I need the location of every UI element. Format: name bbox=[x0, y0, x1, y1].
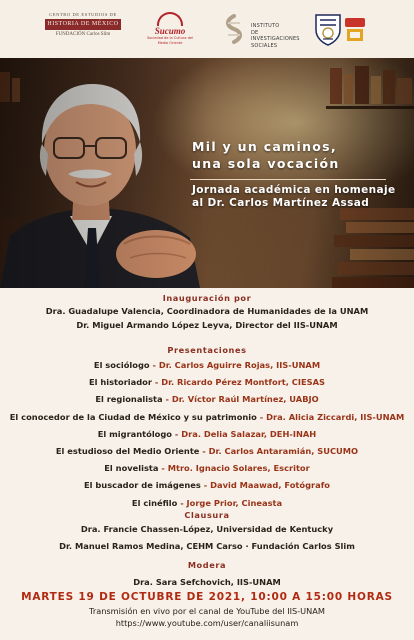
presentacion-role: El cinéfilo bbox=[131, 497, 178, 508]
cehm-logo-box: HISTORIA DE MÉXICO bbox=[45, 19, 121, 30]
title-divider bbox=[190, 179, 386, 180]
presentacion-item bbox=[0, 429, 414, 439]
presentacion-role: El estudioso del Medio Oriente bbox=[55, 446, 200, 456]
presentacion-speaker: Jorge Prior, Cineasta bbox=[186, 497, 283, 508]
presentacion-separator: - bbox=[162, 394, 172, 405]
hero-banner bbox=[0, 58, 414, 288]
presentacion-speaker: David Maawad, Fotógrafo bbox=[210, 480, 331, 491]
presentacion-role: El sociólogo bbox=[93, 360, 150, 370]
program bbox=[0, 290, 414, 640]
event-subtitle: Jornada académica en homenaje al Dr. Carlos Martínez Assad bbox=[192, 184, 396, 209]
presentacion-role: El novelista bbox=[104, 463, 159, 474]
heading-presentaciones: Presentaciones bbox=[167, 345, 247, 355]
presentacion-speaker: Dra. Delia Salazar, DEH-INAH bbox=[181, 428, 317, 439]
presentacion-speaker: Dra. Alicia Ziccardi, IIS-UNAM bbox=[266, 411, 405, 422]
presentacion-item bbox=[0, 394, 414, 404]
heading-modera: Modera bbox=[187, 560, 227, 570]
presentacion-separator: - bbox=[256, 411, 267, 422]
cehm-logo-bottom: FUNDACIÓN Carlos Slim bbox=[55, 32, 111, 37]
presentacion-item bbox=[0, 377, 414, 387]
presentacion-role: El historiador bbox=[88, 377, 152, 388]
cehm-logo bbox=[40, 12, 126, 48]
event-title: Mil y un caminos, una sola vocación bbox=[192, 139, 340, 171]
inauguracion-line: Dr. Miguel Armando López Leyva, Director del IIS-UNAM bbox=[76, 320, 338, 330]
sucumo-dome-icon bbox=[157, 12, 183, 26]
logo-strip bbox=[0, 0, 414, 58]
presentacion-role: El conocedor de la Ciudad de México y su patrimonio bbox=[9, 411, 257, 422]
presentacion-speaker: Mtro. Ignacio Solares, Escritor bbox=[167, 463, 310, 474]
presentacion-separator: - bbox=[177, 497, 187, 508]
presentacion-role: El buscador de imágenes bbox=[83, 480, 201, 491]
presentacion-separator: - bbox=[199, 446, 209, 456]
presentacion-separator: - bbox=[158, 463, 168, 474]
heading-clausura: Clausura bbox=[184, 510, 230, 520]
modera-line: Dra. Sara Sefchovich, IIS-UNAM bbox=[133, 577, 281, 587]
clausura-line: Dr. Manuel Ramos Medina, CEHM Carso · Fundación Carlos Slim bbox=[59, 541, 355, 551]
heading-inauguracion: Inauguración por bbox=[162, 293, 252, 303]
presentacion-separator: - bbox=[151, 377, 162, 388]
hero-photo bbox=[0, 58, 414, 288]
sucumo-logo-tag: Sociedad de la Cultura del Medio Oriente bbox=[146, 36, 194, 45]
sucumo-logo bbox=[146, 12, 194, 48]
presentacion-speaker: Dr. Carlos Antaramián, SUCUMO bbox=[208, 446, 359, 456]
presentacion-item bbox=[0, 480, 414, 490]
clausura-line: Dra. Francie Chassen-López, Universidad de Kentucky bbox=[80, 524, 334, 534]
iis-logo-text: INSTITUTO DE INVESTIGACIONES SOCIALES bbox=[251, 23, 300, 49]
presentacion-speaker: Dr. Ricardo Pérez Montfort, CIESAS bbox=[161, 377, 326, 388]
presentacion-separator: - bbox=[200, 480, 211, 491]
stream-note: Transmisión en vivo por el canal de YouTube del IIS-UNAM bbox=[89, 606, 325, 616]
iis-logo bbox=[222, 14, 308, 49]
unam-shield-icon bbox=[313, 12, 343, 46]
sucumo-logo-name: Sucumo bbox=[154, 26, 186, 36]
presentacion-separator: - bbox=[172, 428, 182, 439]
presentacion-speaker: Dr. Víctor Raúl Martínez, UABJO bbox=[171, 394, 319, 405]
presentacion-speaker: Dr. Carlos Aguirre Rojas, IIS-UNAM bbox=[158, 360, 321, 370]
cehm-logo-top: CENTRO DE ESTUDIOS DE bbox=[49, 12, 117, 17]
iis-mark-icon bbox=[222, 14, 246, 44]
inauguracion-line: Dra. Guadalupe Valencia, Coordinadora de Humanidades de la UNAM bbox=[45, 306, 369, 316]
event-date: MARTES 19 DE OCTUBRE DE 2021, 10:00 A 15:00 HORAS bbox=[21, 591, 393, 603]
presentacion-item bbox=[0, 360, 414, 370]
presentacion-role: El migrantólogo bbox=[97, 428, 173, 439]
presentacion-item bbox=[0, 498, 414, 508]
presentacion-item bbox=[0, 412, 414, 422]
sfiyfi-logo-icon bbox=[344, 14, 366, 44]
stream-url[interactable]: https://www.youtube.com/user/canaliisunam bbox=[115, 618, 299, 628]
presentacion-separator: - bbox=[149, 360, 159, 370]
presentacion-role: El regionalista bbox=[95, 394, 163, 405]
presentacion-item bbox=[0, 446, 414, 456]
presentacion-item bbox=[0, 463, 414, 473]
